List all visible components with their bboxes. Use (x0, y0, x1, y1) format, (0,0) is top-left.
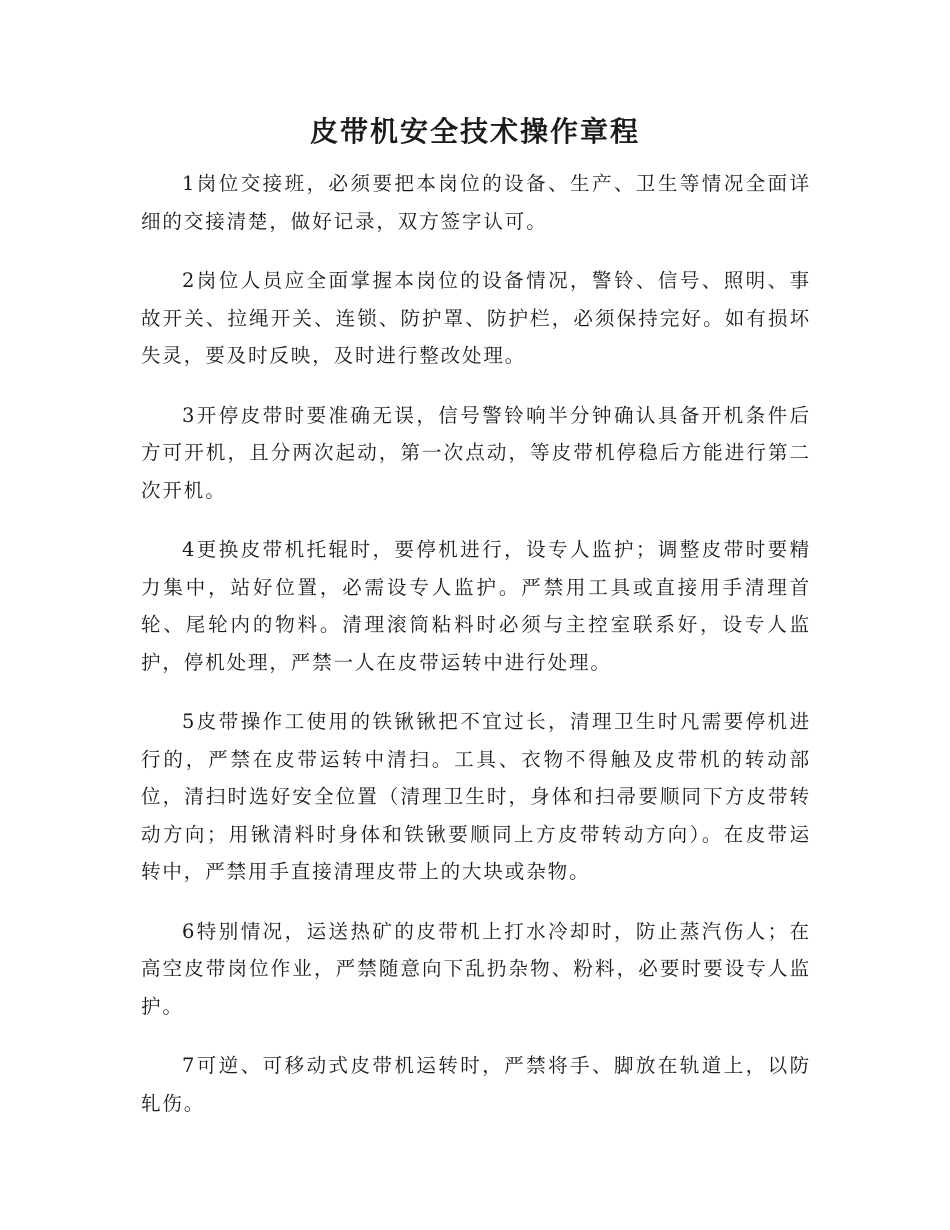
paragraph-4: 4更换皮带机托辊时，要停机进行，设专人监护；调整皮带时要精力集中，站好位置，必需设专人监护。严禁用工具或直接用手清理首轮、尾轮内的物料。清理滚筒粘料时必须与主控室联系好，设专人监护，停机处理，严禁一人在皮带运转中进行处理。 (141, 538, 811, 674)
paragraph-2: 2岗位人员应全面掌握本岗位的设备情况，警铃、信号、照明、事故开关、拉绳开关、连锁、防护罩、防护栏，必须保持完好。如有损坏失灵，要及时反映，及时进行整改处理。 (141, 269, 811, 367)
paragraph-7: 7可逆、可移动式皮带机运转时，严禁将手、脚放在轨道上，以防轧伤。 (141, 1054, 811, 1115)
paragraph-6: 6特别情况，运送热矿的皮带机上打水冷却时，防止蒸汽伤人；在高空皮带岗位作业，严禁随意向下乱扔杂物、粉料，必要时要设专人监护。 (141, 919, 811, 1018)
paragraph-5: 5皮带操作工使用的铁锹锹把不宜过长，清理卫生时凡需要停机进行的，严禁在皮带运转中清扫。工具、衣物不得触及皮带机的转动部位，清扫时选好安全位置（清理卫生时，身体和扫帚要顺同下方皮带转动方向；用锹清料时身体和铁锹要顺同上方皮带转动方向）。在皮带运转中，严禁用手直接清理皮带上的大块或杂物。 (141, 710, 811, 883)
paragraph-1: 1岗位交接班，必须要把本岗位的设备、生产、卫生等情况全面详细的交接清楚，做好记录，双方签字认可。 (141, 172, 811, 233)
document-body (141, 165, 811, 1144)
document-title: 皮带机安全技术操作章程 (309, 115, 640, 148)
paragraph-3: 3开停皮带时要准确无误，信号警铃响半分钟确认具备开机条件后方可开机，且分两次起动，第一次点动，等皮带机停稳后方能进行第二次开机。 (141, 403, 811, 502)
